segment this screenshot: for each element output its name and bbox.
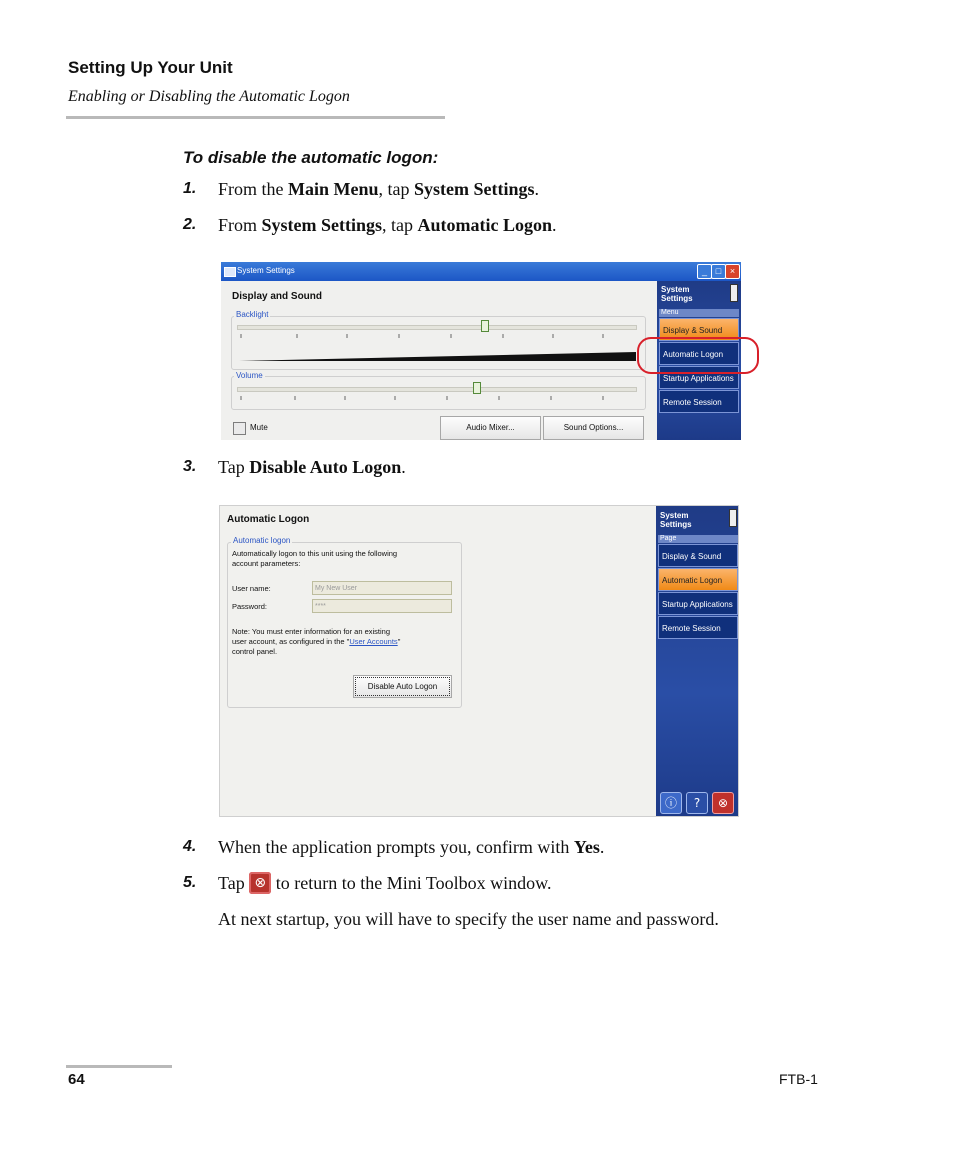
volume-group: [231, 376, 646, 410]
sidebar-item-startup-applications[interactable]: Startup Applications: [658, 592, 738, 615]
sidebar-item-display-sound[interactable]: Display & Sound: [658, 544, 738, 567]
sidebar-section: Menu: [659, 309, 739, 317]
username-field[interactable]: My New User: [312, 581, 452, 595]
maximize-icon[interactable]: □: [711, 264, 726, 279]
sidebar-item-remote-session[interactable]: Remote Session: [659, 390, 739, 413]
volume-slider-thumb[interactable]: [473, 382, 481, 394]
disable-auto-logon-button[interactable]: Disable Auto Logon: [353, 675, 452, 698]
sidebar-item-display-sound[interactable]: Display & Sound: [659, 318, 739, 341]
sidebar-item-startup-applications[interactable]: Startup Applications: [659, 366, 739, 389]
mute-label: Mute: [250, 423, 268, 432]
user-accounts-link[interactable]: User Accounts: [349, 637, 398, 646]
panel-heading: Automatic Logon: [227, 514, 310, 525]
info-icon[interactable]: ⓘ: [660, 792, 682, 814]
window-titlebar: [221, 262, 741, 281]
volume-track: [237, 387, 637, 392]
document-id: FTB-1: [779, 1071, 818, 1087]
minimize-icon[interactable]: _: [697, 264, 712, 279]
help-icon[interactable]: ?: [686, 792, 708, 814]
battery-icon: [730, 284, 738, 302]
backlight-slider-thumb[interactable]: [481, 320, 489, 332]
highlight-circle: [637, 337, 759, 374]
step-1-number: 1.: [183, 180, 197, 197]
mute-checkbox[interactable]: [233, 422, 246, 435]
step-5-number: 5.: [183, 874, 197, 891]
step-1-text: From the Main Menu, tap System Settings.: [218, 179, 540, 199]
step-3-number: 3.: [183, 458, 197, 475]
step-4-number: 4.: [183, 838, 197, 855]
sidebar-title: System Settings: [660, 511, 692, 529]
backlight-ticks: [237, 334, 637, 340]
step-2-text: From System Settings, tap Automatic Logon.: [218, 215, 557, 235]
sidebar-item-remote-session[interactable]: Remote Session: [658, 616, 738, 639]
step-4-text: When the application prompts you, confirm with Yes.: [218, 837, 605, 857]
backlight-ramp: [239, 350, 639, 362]
procedure-title: To disable the automatic logon:: [183, 148, 439, 167]
sidebar-item-automatic-logon[interactable]: Automatic Logon: [659, 342, 739, 365]
username-label: User name:: [232, 584, 271, 593]
sidebar-title: System Settings: [661, 285, 693, 303]
sound-options-button[interactable]: Sound Options...: [543, 416, 644, 440]
note-text: Note: You must enter information for an existing user account, as configured in the "User Accounts" control panel.: [232, 627, 401, 656]
volume-ticks: [237, 396, 637, 402]
audio-mixer-button[interactable]: Audio Mixer...: [440, 416, 541, 440]
page-number: 64: [68, 1071, 85, 1088]
group-description: Automatically logon to this unit using the following account parameters:: [232, 549, 398, 568]
step-2-number: 2.: [183, 216, 197, 233]
sidebar-item-automatic-logon[interactable]: Automatic Logon: [658, 568, 738, 591]
backlight-label: Backlight: [236, 310, 269, 319]
exit-icon: [249, 872, 271, 894]
panel-heading: Display and Sound: [232, 291, 323, 302]
startup-note: At next startup, you will have to specify the user name and password.: [218, 909, 719, 929]
sidebar-section: Page: [658, 535, 738, 543]
volume-label: Volume: [236, 371, 263, 380]
close-icon[interactable]: ⊗: [712, 792, 734, 814]
window-title: System Settings: [237, 266, 295, 275]
section-title: Setting Up Your Unit: [68, 58, 233, 77]
battery-icon: [729, 509, 737, 527]
backlight-track: [237, 325, 637, 330]
automatic-logon-screenshot: [219, 505, 739, 817]
close-icon[interactable]: ×: [725, 264, 740, 279]
section-subtitle: Enabling or Disabling the Automatic Logon: [68, 88, 350, 105]
header-rule: [66, 116, 445, 119]
step-3-text: Tap Disable Auto Logon.: [218, 457, 406, 477]
settings-sidebar: [656, 506, 739, 817]
step-5-text: Tap ⊗ to return to the Mini Toolbox window.: [218, 873, 551, 896]
window-icon: [224, 267, 236, 277]
footer-rule: [66, 1065, 172, 1068]
password-label: Password:: [232, 602, 268, 611]
group-label: Automatic logon: [233, 536, 291, 545]
password-field[interactable]: ****: [312, 599, 452, 613]
